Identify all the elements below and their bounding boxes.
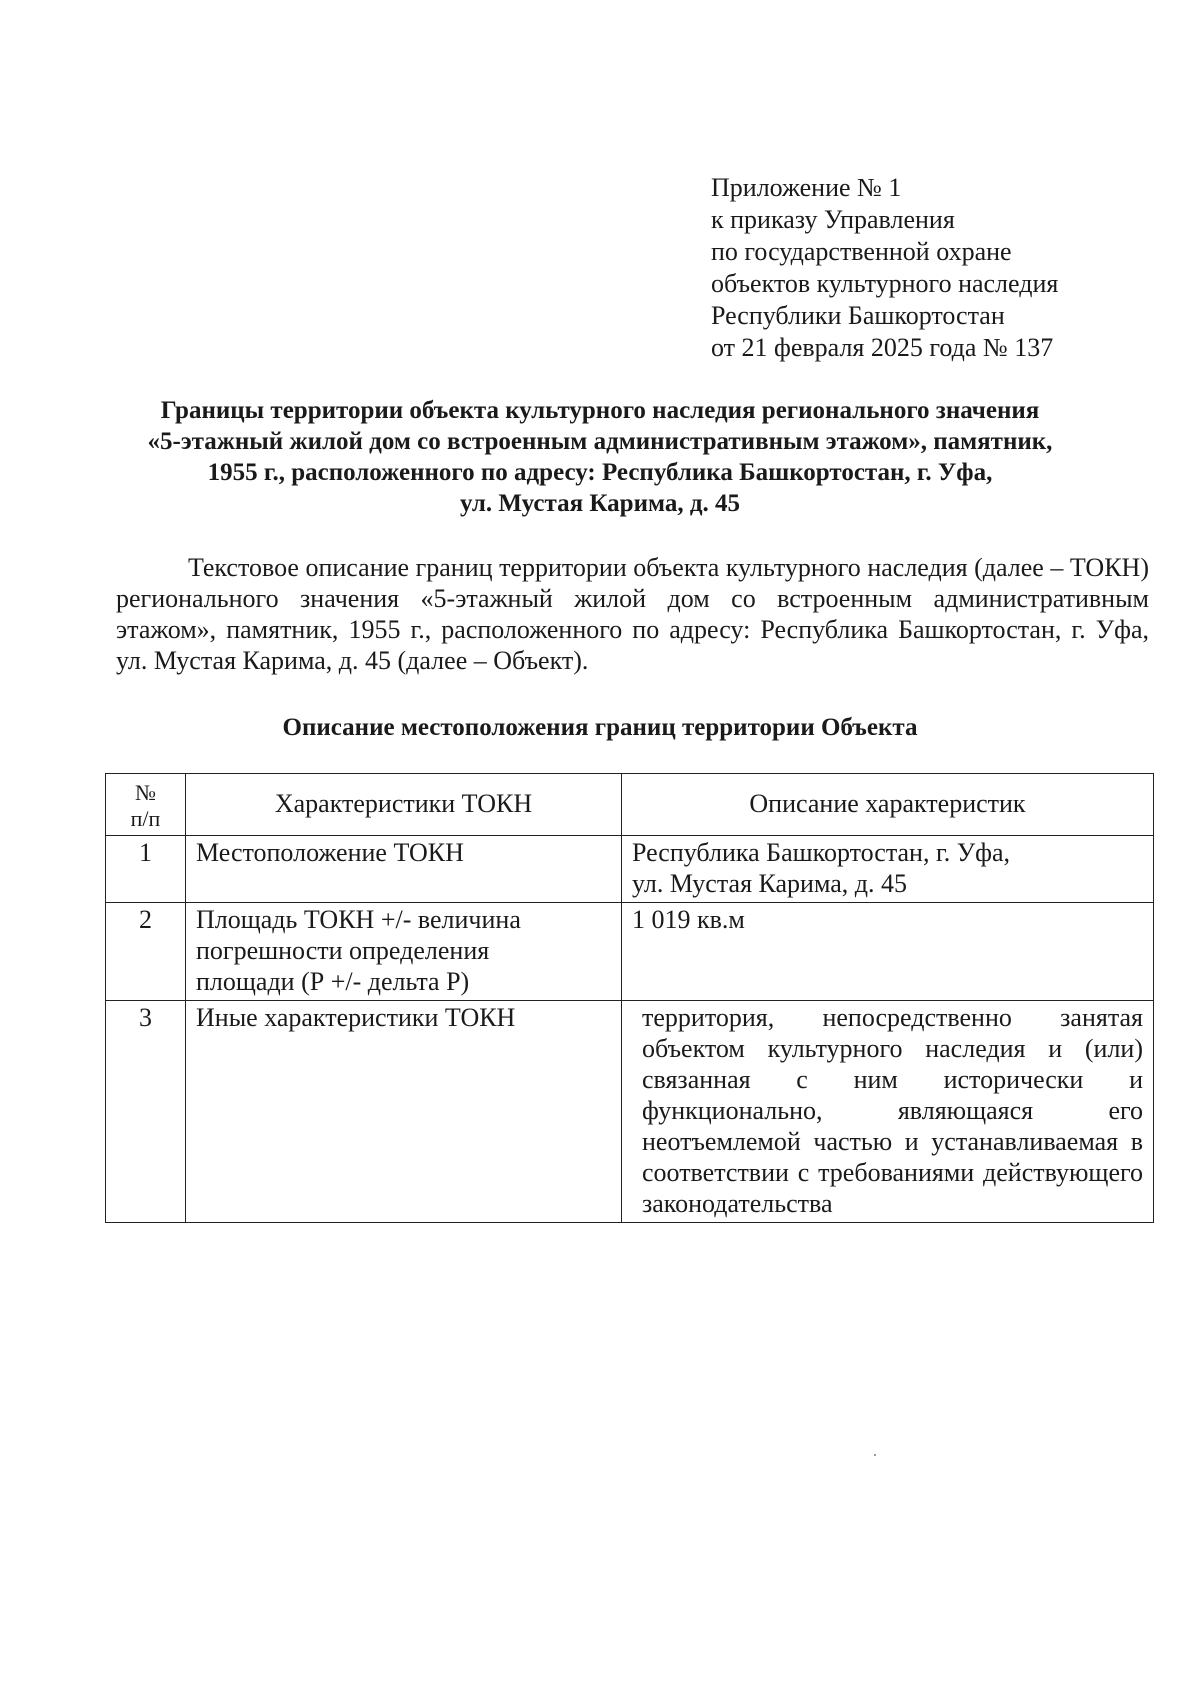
appendix-line: Приложение № 1 (711, 173, 902, 202)
characteristic-line: погрешности определения (196, 936, 490, 965)
header-number (106, 774, 186, 836)
header-description: Описание характеристик (622, 774, 1154, 836)
table-row (106, 836, 1154, 903)
row-description: 1 019 кв.м (622, 903, 1154, 1001)
document-title (100, 395, 1100, 519)
appendix-line: Республики Башкортостан (711, 301, 1005, 330)
row-number: 1 (106, 836, 186, 903)
description-line: Республика Башкортостан, г. Уфа, (632, 838, 1010, 867)
header-number-abbr: п/п (130, 806, 161, 831)
appendix-header (711, 172, 1058, 364)
header-characteristics: Характеристики ТОКН (186, 774, 622, 836)
title-line: «5-этажный жилой дом со встроенным административным этажом», памятник, (147, 428, 1053, 455)
description-line: ул. Мустая Карима, д. 45 (632, 869, 908, 898)
row-description (622, 836, 1154, 903)
row-number: 3 (106, 1001, 186, 1223)
appendix-line: от 21 февраля 2025 года № 137 (711, 333, 1054, 362)
characteristic-line: Площадь ТОКН +/- величина (196, 905, 521, 934)
row-characteristic: Местоположение ТОКН (186, 836, 622, 903)
row-description: территория, непосредственно занятая объектом культурного наследия и (или) связанная с ним исторически и функционально, являющаяся его неотъемлемой частью и устанавливаемая в соответствии с требованиями действующего законодательства (622, 1001, 1154, 1223)
row-characteristic: Иные характеристики ТОКН (186, 1001, 622, 1223)
title-line: ул. Мустая Карима, д. 45 (460, 490, 740, 517)
table-row (106, 1001, 1154, 1223)
scan-speck (874, 1454, 876, 1456)
appendix-line: объектов культурного наследия (711, 269, 1059, 298)
characteristic-line: площади (Р +/- дельта Р) (196, 967, 470, 996)
row-number: 2 (106, 903, 186, 1001)
title-line: Границы территории объекта культурного наследия регионального значения (160, 397, 1040, 424)
row-characteristic (186, 903, 622, 1001)
characteristics-table (105, 773, 1154, 1223)
intro-paragraph: Текстовое описание границ территории объекта культурного наследия (далее – ТОКН) регионального значения «5-этажный жилой дом со встроенным административным этажом», памятник, 1955 г., расположенного по адресу: Республика Башкортостан, г. Уфа, ул. Мустая Карима, д. 45 (далее – Объект). (116, 553, 1149, 675)
title-line: 1955 г., расположенного по адресу: Республика Башкортостан, г. Уфа, (207, 459, 993, 486)
appendix-line: к приказу Управления (711, 205, 955, 234)
appendix-line: по государственной охране (711, 237, 1012, 266)
header-number-sign: № (135, 780, 156, 805)
table-header-row (106, 774, 1154, 836)
table-row (106, 903, 1154, 1001)
section-title: Описание местоположения границ территории Объекта (282, 714, 918, 741)
